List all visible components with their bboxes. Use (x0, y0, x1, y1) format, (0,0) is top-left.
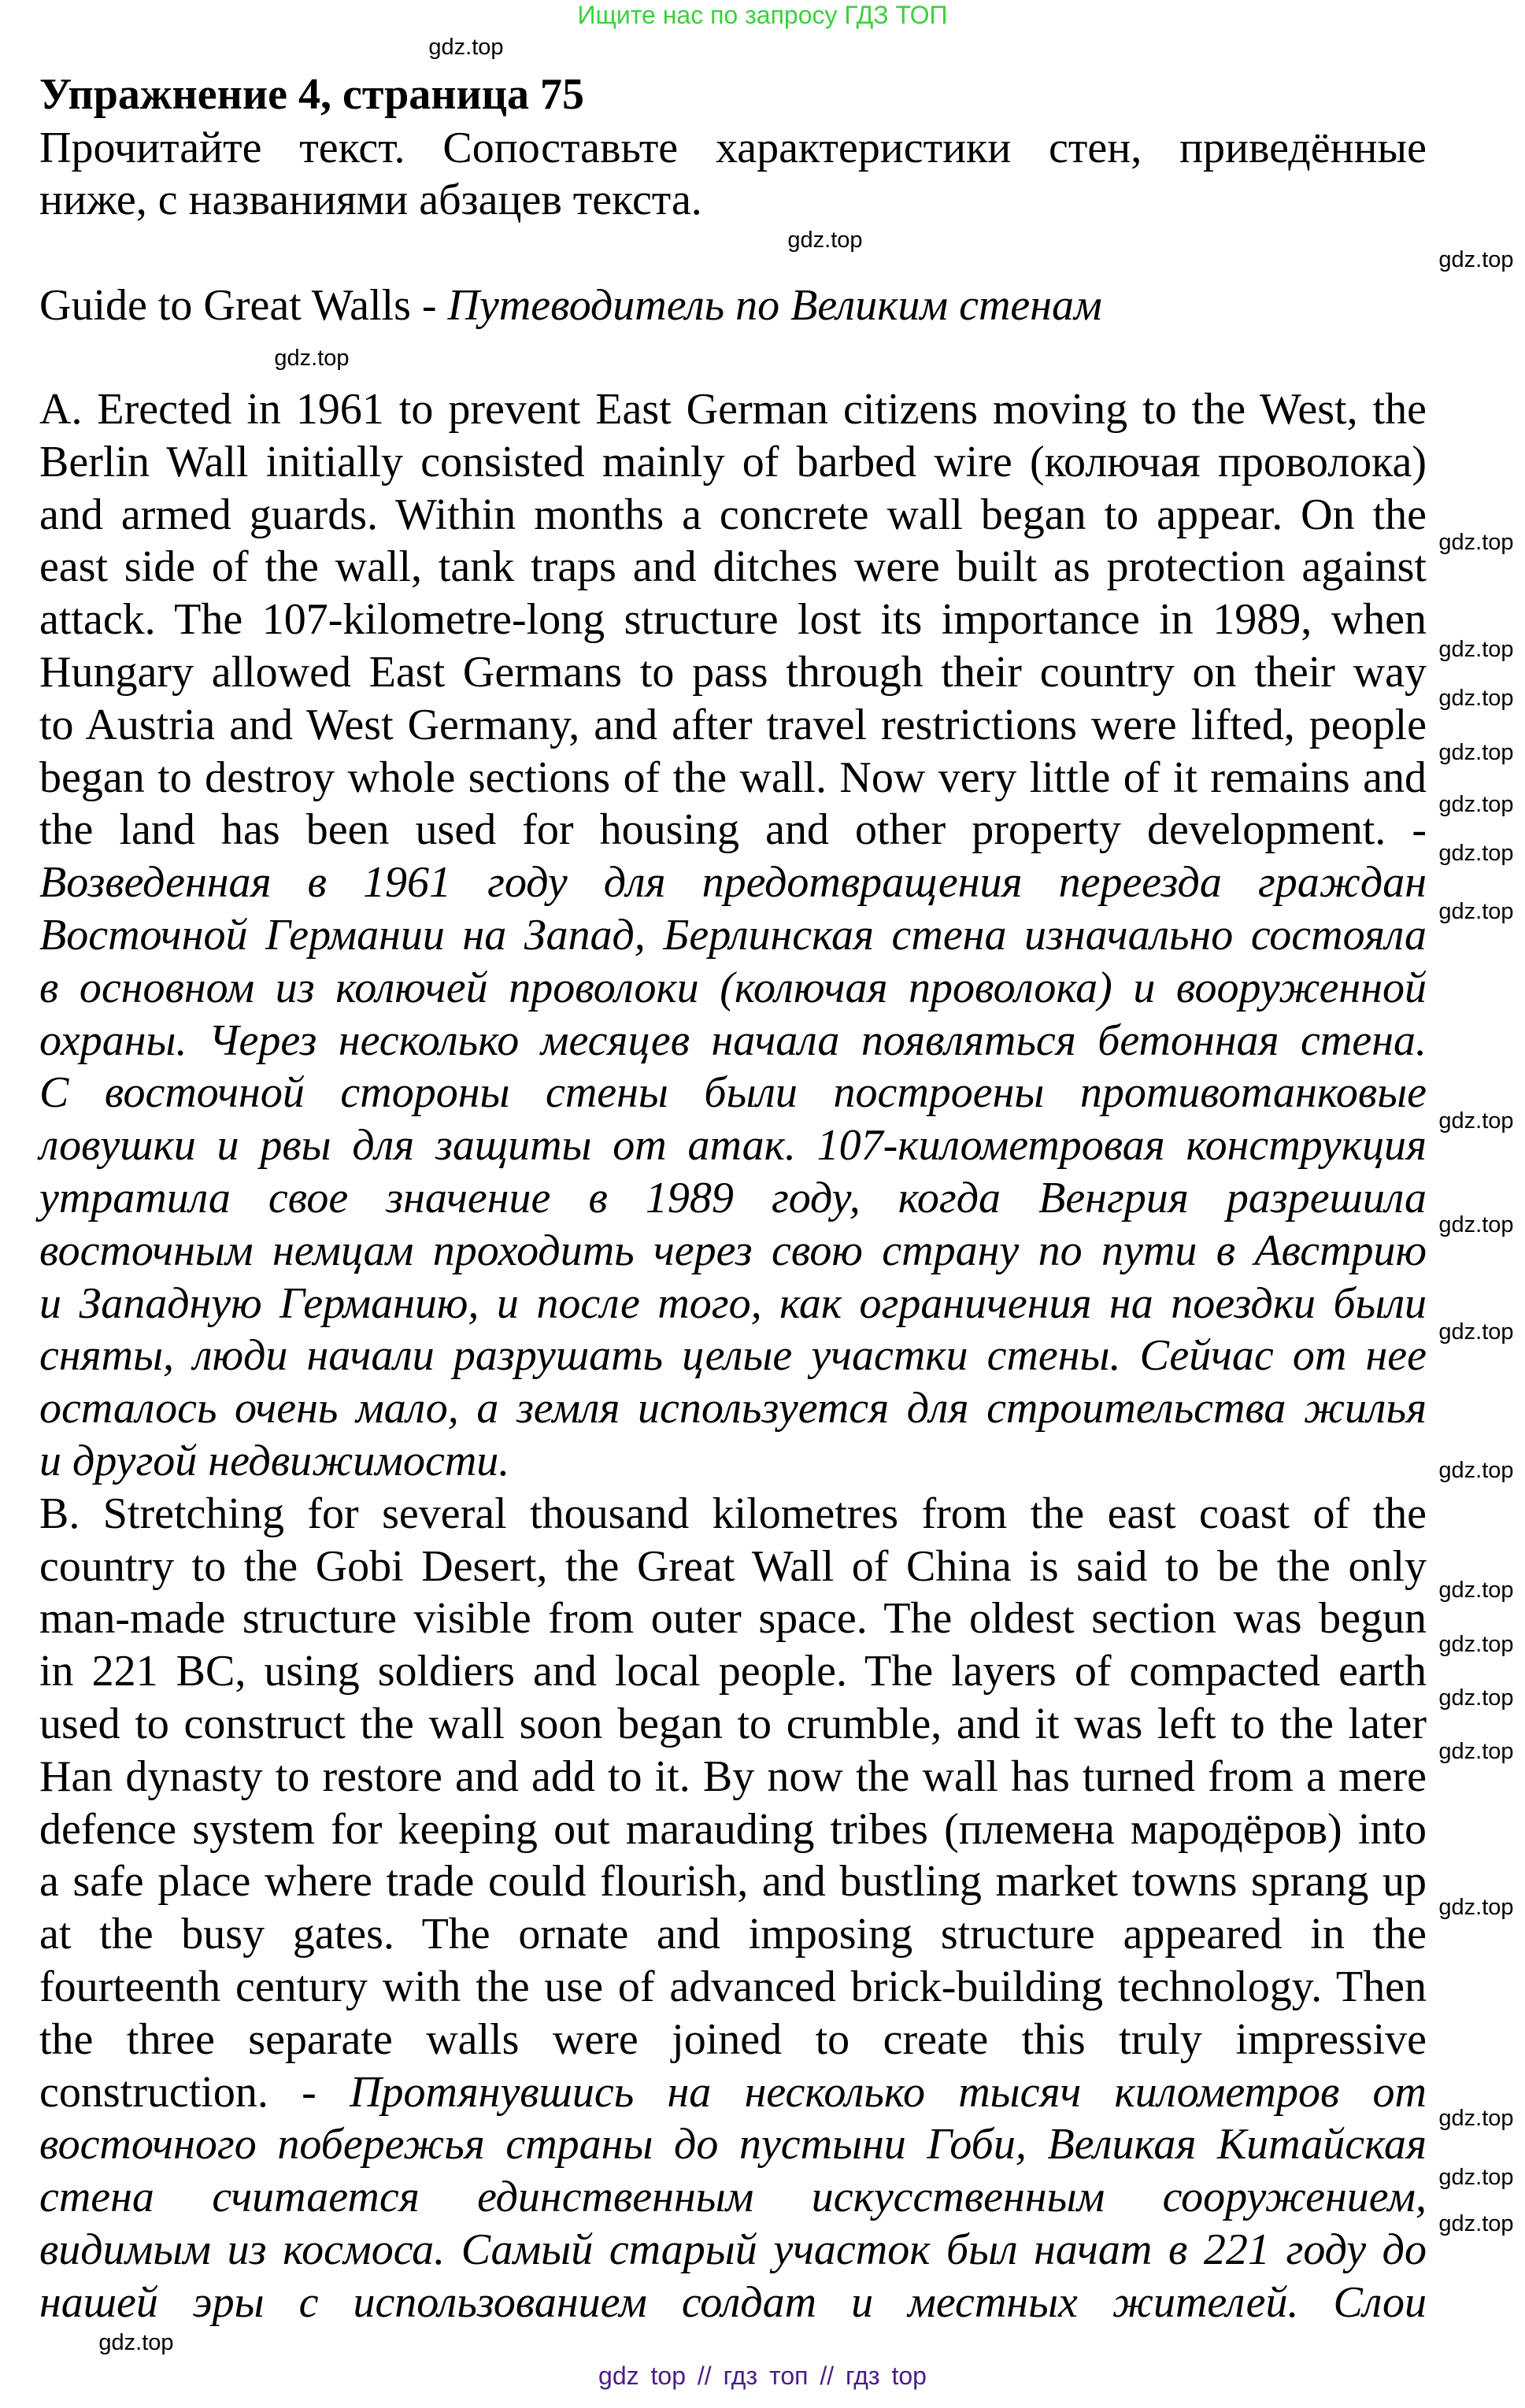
watermark: gdz.top (1438, 686, 1514, 711)
text-line (39, 594, 1427, 646)
text-line (39, 909, 1427, 962)
original-text: a safe place where trade could flourish, and bustling market towns sprang up (39, 1857, 1427, 1907)
text-line (39, 1119, 1427, 1172)
text-line (39, 1751, 1427, 1803)
text-line (39, 1278, 1427, 1330)
text-line (39, 2014, 1427, 2066)
text-line (39, 1488, 1427, 1541)
text-line (39, 2118, 1427, 2171)
text-line (39, 1541, 1427, 1593)
text-line (39, 383, 1427, 436)
original-text: Han dynasty to restore and add to it. By now the wall has turned from a mere (39, 1751, 1427, 1801)
translation-text: стена считается единственным искусственным сооружением, (39, 2173, 1427, 2222)
text-line (39, 436, 1427, 489)
translation-text: утратила свое значение в 1989 году, когда Венгрия разрешила (39, 1174, 1427, 1222)
translation-text: Восточной Германии на Запад, Берлинская стена изначально состояла (39, 911, 1427, 960)
page-title: Упражнение 4, страница 75 (39, 70, 585, 119)
header-banner[interactable]: Ищите нас по запросу ГДЗ ТОП (577, 1, 948, 29)
translation-text: восточным немцам проходить через свою страну по пути в Австрию (39, 1226, 1427, 1275)
watermark: gdz.top (1438, 2211, 1514, 2236)
translation-text: С восточной стороны стены были построены противотанковые (39, 1068, 1427, 1118)
translation-text: сняты, люди начали разрушать целые участки стены. Сейчас от нее (39, 1331, 1427, 1381)
original-text: defence system for keeping out marauding tribes (племена мародёров) into (39, 1804, 1427, 1854)
watermark: gdz.top (1438, 899, 1514, 924)
watermark: gdz.top (1438, 1458, 1514, 1483)
original-text: B. Stretching for several thousand kilometres from the east coast of the (39, 1489, 1427, 1538)
original-text: country to the Gobi Desert, the Great Wall of China is said to be the only (39, 1541, 1427, 1591)
text-line (39, 489, 1427, 542)
watermark: gdz.top (274, 346, 350, 371)
text-line (39, 1698, 1427, 1751)
text-line (39, 1803, 1427, 1856)
original-text: Hungary allowed East Germans to pass through their country on their way (39, 648, 1427, 697)
original-text: the land has been used for housing and other property development. - (39, 805, 1427, 855)
text-line (39, 1067, 1427, 1119)
watermark: gdz.top (1438, 841, 1514, 866)
watermark: gdz.top (1438, 1739, 1514, 1764)
original-text: A. Erected in 1961 to prevent East German citizens moving to the West, the (39, 385, 1427, 434)
original-text: the three separate walls were joined to create this truly impressive (39, 2014, 1427, 2064)
text-line (39, 752, 1427, 805)
text-line (39, 856, 1427, 909)
original-text: Прочитайте текст. Сопоставьте характеристики стен, приведённые (39, 124, 1427, 172)
watermark: gdz.top (1438, 1632, 1514, 1657)
watermark: gdz.top (787, 227, 863, 253)
translation-text: охраны. Через несколько месяцев начала появляться бетонная стена. (39, 1015, 1427, 1065)
translation-text: видимым из космоса. Самый старый участок был начат в 221 году до (39, 2225, 1427, 2274)
original-text: ниже, с названиями абзацев текста. (39, 176, 702, 224)
watermark: gdz.top (1438, 2165, 1514, 2190)
original-text: man-made structure visible from outer space. The oldest section was begun (39, 1594, 1427, 1644)
watermark: gdz.top (98, 2330, 174, 2355)
original-text: east side of the wall, tank traps and ditches were built as protection against (39, 542, 1427, 592)
watermark: gdz.top (1438, 1685, 1514, 1711)
original-text: fourteenth century with the use of advanced brick-building technology. Then (39, 1962, 1427, 2011)
original-text: Berlin Wall initially consisted mainly of barbed wire (колючая проволока) (39, 437, 1427, 486)
original-text: in 221 BC, using soldiers and local people. The layers of compacted earth (39, 1647, 1427, 1696)
text-line (39, 1172, 1427, 1225)
watermark: gdz.top (1438, 1212, 1514, 1237)
translation-text: в основном из колючей проволоки (колючая проволока) и вооруженной (39, 963, 1427, 1012)
watermark: gdz.top (1438, 1108, 1514, 1134)
text-line (39, 962, 1427, 1015)
text-line (39, 2066, 1427, 2119)
watermark: gdz.top (1438, 247, 1514, 272)
translation-text: нашей эры с использованием солдат и местных жителей. Слои (39, 2277, 1427, 2327)
watermark: gdz.top (1438, 2106, 1514, 2131)
text-line (39, 1015, 1427, 1067)
translation-text: восточного побережья страны до пустыни Гоби, Великая Китайская (39, 2120, 1427, 2169)
translation-text: и Западную Германию, и после того, как ограничения на поездки были (39, 1278, 1427, 1328)
translation-text: ловушки и рвы для защиты от атак. 107-километровая конструкция (39, 1121, 1427, 1171)
translation-text: Путеводитель по Великим стенам (447, 281, 1102, 330)
text-line (39, 1855, 1427, 1908)
instruction-line (39, 122, 1427, 175)
watermark: gdz.top (1438, 1895, 1514, 1920)
text-line (39, 2277, 1427, 2329)
text-line (39, 1382, 1427, 1435)
text-line (39, 699, 1427, 752)
original-text: began to destroy whole sections of the wall. Now very little of it remains and (39, 753, 1427, 802)
original-text: and armed guards. Within months a concrete wall began to appear. On the (39, 490, 1427, 539)
text-line (39, 1330, 1427, 1382)
watermark: gdz.top (1438, 530, 1514, 555)
original-text: construction. - (39, 2067, 350, 2117)
original-text: attack. The 107-kilometre-long structure lost its importance in 1989, when (39, 595, 1427, 645)
translation-text: Возведенная в 1961 году для предотвращения переезда граждан (39, 858, 1427, 908)
text-line (39, 1645, 1427, 1698)
text-line (39, 804, 1427, 856)
text-line (39, 1225, 1427, 1278)
text-line (39, 1592, 1427, 1645)
watermark: gdz.top (1438, 637, 1514, 662)
text-line (39, 1961, 1427, 2014)
footer-banner[interactable]: gdz top // гдз топ // гдз top (598, 2362, 927, 2390)
watermark: gdz.top (1438, 1319, 1514, 1345)
original-text: Guide to Great Walls - (39, 281, 448, 330)
text-line (39, 1908, 1427, 1961)
text-line (39, 541, 1427, 594)
text-line (39, 2171, 1427, 2224)
text-line (39, 646, 1427, 699)
watermark: gdz.top (428, 35, 504, 60)
translation-text: Протянувшись на несколько тысяч километров от (350, 2067, 1427, 2117)
original-text: to Austria and West Germany, and after travel restrictions were lifted, people (39, 700, 1427, 749)
text-line (39, 1435, 1427, 1488)
text-heading (39, 279, 1427, 332)
watermark: gdz.top (1438, 792, 1514, 817)
watermark: gdz.top (1438, 1578, 1514, 1603)
translation-text: и другой недвижимости. (39, 1437, 510, 1485)
original-text: at the busy gates. The ornate and imposing structure appeared in the (39, 1910, 1427, 1959)
watermark: gdz.top (1438, 740, 1514, 765)
original-text: used to construct the wall soon began to crumble, and it was left to the later (39, 1700, 1427, 1748)
translation-text: осталось очень мало, а земля используется для строительства жилья (39, 1384, 1427, 1433)
instruction-line (39, 174, 1427, 227)
text-line (39, 2224, 1427, 2277)
